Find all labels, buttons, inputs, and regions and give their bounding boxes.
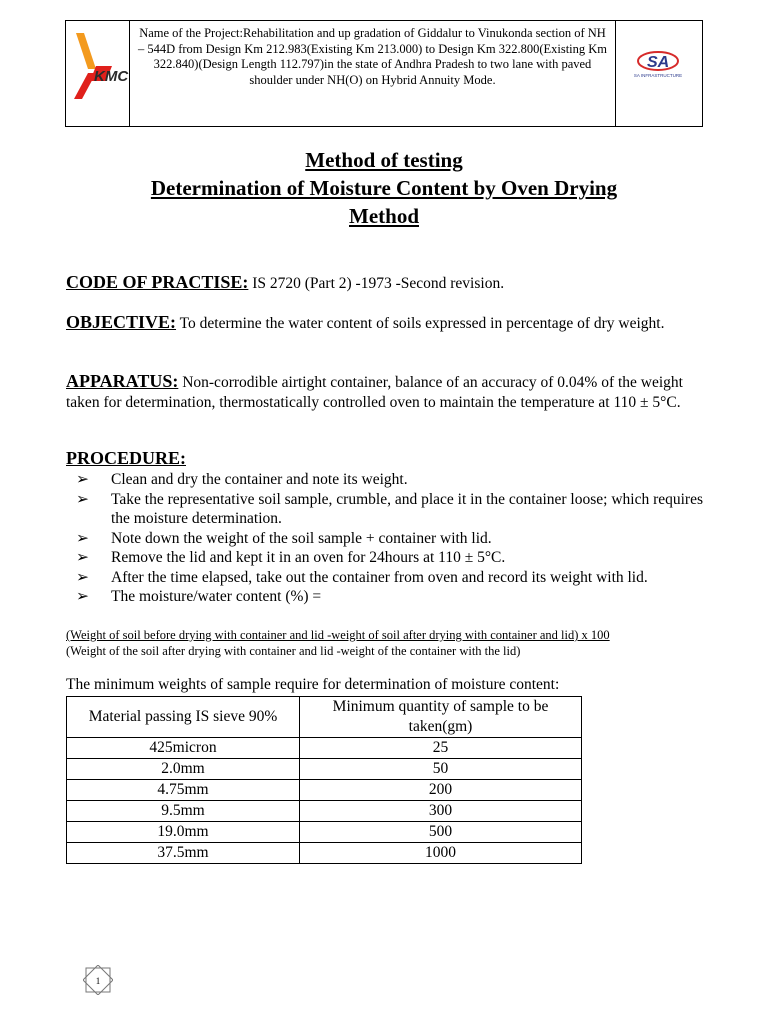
page-number: 1 (95, 976, 101, 986)
arrow-bullet-icon: ➢ (76, 549, 89, 566)
table-cell: 9.5mm (67, 801, 300, 822)
arrow-bullet-icon: ➢ (76, 529, 89, 547)
header-right-logo-cell (616, 21, 702, 126)
sample-weight-table (66, 696, 582, 864)
sa-logo-text: SA (647, 54, 670, 71)
arrow-bullet-icon: ➢ (76, 490, 89, 508)
table-cell: 4.75mm (67, 780, 300, 801)
table-cell: 37.5mm (67, 843, 300, 864)
formula-denominator: (Weight of the soil after drying with container and lid -weight of the container with the lid) (66, 644, 521, 658)
table-header-cell: Minimum quantity of sample to be taken(gm) (300, 697, 582, 738)
list-item: ➢ Clean and dry the container and note its weight. (76, 471, 408, 488)
table-caption: The minimum weights of sample require for determination of moisture content: (66, 676, 560, 693)
table-row (67, 801, 582, 822)
table-cell: 2.0mm (67, 759, 300, 780)
title-line-3: Method (349, 204, 419, 228)
procedure-list (76, 470, 716, 607)
code-of-practise (66, 272, 716, 294)
arrow-bullet-icon: ➢ (76, 471, 89, 488)
sa-infrastructure-logo (616, 21, 702, 126)
arrow-bullet-icon: ➢ (76, 588, 89, 605)
list-item: ➢ Remove the lid and kept it in an oven for 24hours at 110 ± 5°C. (76, 549, 506, 566)
document-header (65, 20, 703, 127)
table-cell: 25 (300, 738, 582, 759)
table-row (67, 759, 582, 780)
kmc-logo (66, 21, 129, 126)
header-left-logo-cell (66, 21, 130, 126)
code-of-practise-label: CODE OF PRACTISE: (66, 272, 249, 292)
list-item: ➢ After the time elapsed, take out the container from oven and record its weight with lid. (76, 568, 648, 586)
apparatus-label: APPARATUS: (66, 371, 179, 391)
table-cell: 425micron (67, 738, 300, 759)
table-header-cell: Material passing IS sieve 90% (67, 697, 300, 738)
table-header-row (67, 697, 582, 738)
objective-text: To determine the water content of soils expressed in percentage of dry weight. (176, 315, 665, 332)
objective (66, 312, 716, 334)
sa-logo-caption: SA INFRASTRUCTURE (633, 73, 683, 78)
table-row (67, 738, 582, 759)
table-row (67, 822, 582, 843)
table-cell: 1000 (300, 843, 582, 864)
objective-label: OBJECTIVE: (66, 312, 177, 332)
page-number-ornament (83, 965, 113, 995)
code-of-practise-text: IS 2720 (Part 2) -1973 -Second revision. (248, 275, 505, 292)
title-line-1: Method of testing (305, 148, 463, 172)
kmc-logo-text: KMC (94, 68, 129, 85)
procedure-heading (66, 448, 716, 470)
table-cell: 50 (300, 759, 582, 780)
list-item: ➢ Note down the weight of the soil sample + container with lid. (76, 529, 492, 547)
table-cell: 500 (300, 822, 582, 843)
procedure-label: PROCEDURE: (66, 448, 186, 468)
table-row (67, 843, 582, 864)
arrow-bullet-icon: ➢ (76, 568, 89, 586)
list-item: ➢ The moisture/water content (%) = (76, 588, 322, 605)
title-line-2: Determination of Moisture Content by Oven Drying (150, 176, 618, 200)
apparatus-text: Non-corrodible airtight container, balance of an accuracy of 0.04% of the weight taken for determination, thermostatically controlled oven to maintain the temperature at 110 ± 5°C. (66, 374, 683, 411)
formula-numerator: (Weight of soil before drying with container and lid -weight of soil after drying with container and lid) x 100 (66, 628, 610, 642)
table-cell: 19.0mm (67, 822, 300, 843)
table-cell: 200 (300, 780, 582, 801)
table-cell: 300 (300, 801, 582, 822)
apparatus (66, 371, 716, 413)
list-item: ➢ Take the representative soil sample, crumble, and place it in the container loose; which requires the moisture determination. (76, 490, 704, 527)
project-name: Name of the Project:Rehabilitation and up gradation of Giddalur to Vinukonda section of NH – 544D from Design Km 212.983(Existing Km 213.000) to Design Km 322.800(Existing Km 322.840)(Design Length 112.797)in the state of Andhra Pradesh to two lane with paved shoulder under NH(O) on Hybrid Annuity Mode. (130, 21, 616, 126)
table-row (67, 780, 582, 801)
